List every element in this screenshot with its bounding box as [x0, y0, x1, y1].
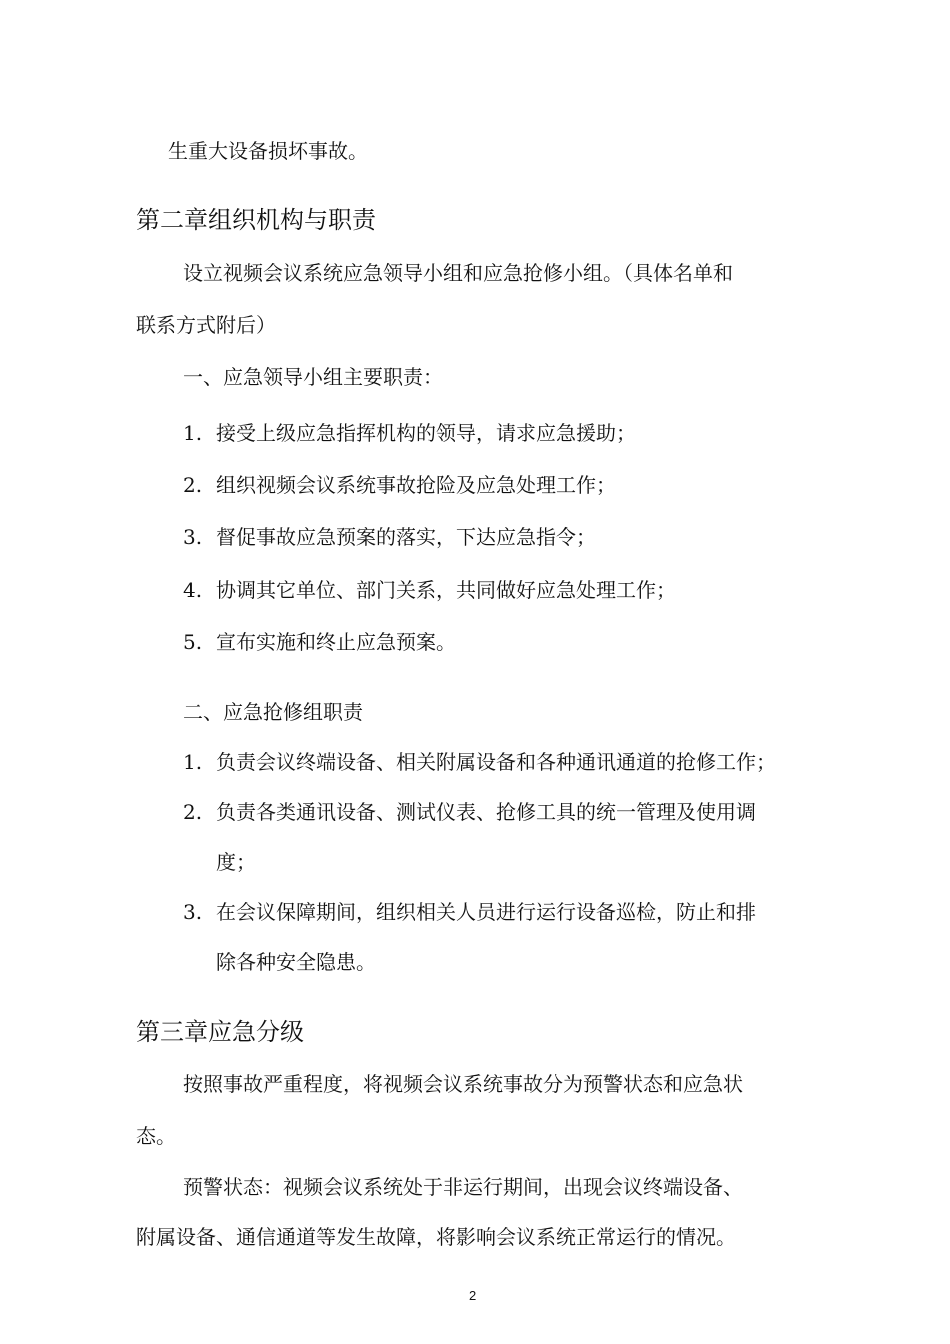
list-item-text: 督促事故应急预案的落实，下达应急指令； — [216, 525, 596, 549]
section-1-title: 一、应急领导小组主要职责： — [183, 365, 443, 389]
list-item-text: 协调其它单位、部门关系，共同做好应急处理工作； — [216, 578, 676, 602]
list-item-number: 4. — [183, 578, 203, 602]
list-item-number: 1. — [183, 750, 203, 774]
chapter-3-title: 第三章应急分级 — [136, 1018, 304, 1046]
list-item-text: 在会议保障期间，组织相关人员进行运行设备巡检，防止和排 — [216, 900, 756, 924]
page-number: 2 — [469, 1288, 477, 1303]
list-item-text: 宣布实施和终止应急预案。 — [216, 630, 456, 654]
list-item-continuation: 除各种安全隐患。 — [216, 950, 376, 974]
chapter-3-paragraph-2-line-1: 预警状态：视频会议系统处于非运行期间，出现会议终端设备、 — [183, 1175, 743, 1199]
list-item-number: 1. — [183, 421, 203, 445]
chapter-2-title: 第二章组织机构与职责 — [136, 206, 376, 234]
list-item-continuation: 度； — [216, 850, 256, 874]
list-item-text: 组织视频会议系统事故抢险及应急处理工作； — [216, 473, 616, 497]
list-item-number: 3. — [183, 900, 203, 924]
section-2-title: 二、应急抢修组职责 — [183, 700, 363, 724]
chapter-3-paragraph-1-line-1: 按照事故严重程度，将视频会议系统事故分为预警状态和应急状 — [183, 1072, 743, 1096]
chapter-3-paragraph-1-line-2: 态。 — [136, 1124, 176, 1148]
list-item-number: 3. — [183, 525, 203, 549]
list-item-number: 2. — [183, 473, 203, 497]
chapter-3-paragraph-2-line-2: 附属设备、通信通道等发生故障，将影响会议系统正常运行的情况。 — [136, 1225, 736, 1249]
list-item-number: 5. — [183, 630, 203, 654]
chapter-2-intro-line-2: 联系方式附后） — [136, 313, 276, 337]
list-item-text: 负责会议终端设备、相关附属设备和各种通讯通道的抢修工作； — [216, 750, 776, 774]
list-item-number: 2. — [183, 800, 203, 824]
list-item-text: 接受上级应急指挥机构的领导，请求应急援助； — [216, 421, 636, 445]
continuation-text: 生重大设备损坏事故。 — [168, 139, 368, 163]
chapter-2-intro-line-1: 设立视频会议系统应急领导小组和应急抢修小组。（具体名单和 — [183, 261, 733, 285]
list-item-text: 负责各类通讯设备、测试仪表、抢修工具的统一管理及使用调 — [216, 800, 756, 824]
